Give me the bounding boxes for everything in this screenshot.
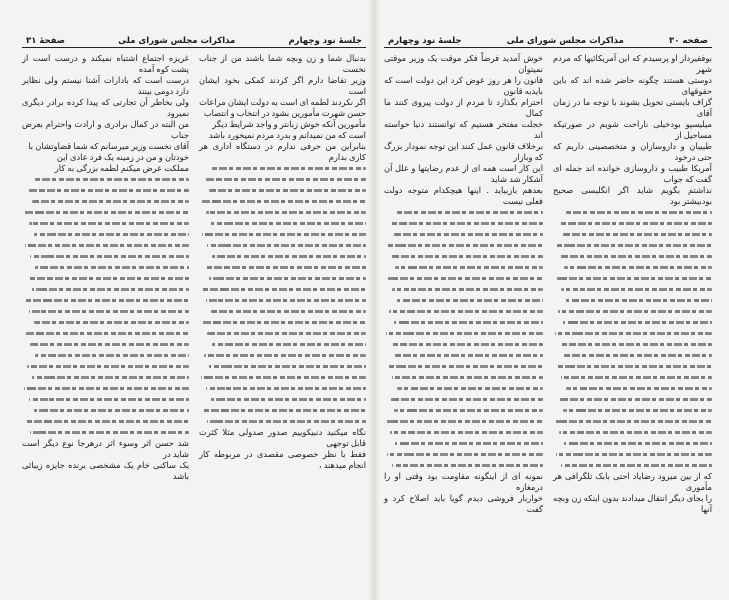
text-line: بوفقیرداز او پرسیدم که این آمریکائیها که مردم شهر <box>553 53 712 74</box>
text-column <box>22 53 189 482</box>
illegible-text-line <box>199 229 366 240</box>
text-column <box>199 53 366 482</box>
illegible-text-line <box>22 306 189 317</box>
illegible-text-line <box>199 339 366 350</box>
illegible-text-line <box>22 427 189 438</box>
illegible-text-line <box>553 284 712 295</box>
illegible-text-line <box>22 174 189 185</box>
illegible-text-line <box>553 361 712 372</box>
illegible-text-line <box>22 185 189 196</box>
illegible-text-line <box>384 306 543 317</box>
illegible-text-line <box>553 273 712 284</box>
text-line: میلیسپو بودخیلی ناراحت شویم در صورتیکه مساحیل از <box>553 119 712 140</box>
publication-title: مذاکرات مجلس شورای ملی <box>506 36 624 46</box>
illegible-text-line <box>553 240 712 251</box>
illegible-text-line <box>553 394 712 405</box>
text-line: که از بین میرود رضایاد احتی بابک تلگرافی هر مأموری <box>553 471 712 492</box>
illegible-text-line <box>199 295 366 306</box>
illegible-text-line <box>384 361 543 372</box>
illegible-text-line <box>384 229 543 240</box>
illegible-text-line <box>199 240 366 251</box>
illegible-text-line <box>384 218 543 229</box>
illegible-text-line <box>384 394 543 405</box>
illegible-text-line <box>22 240 189 251</box>
illegible-text-line <box>22 273 189 284</box>
illegible-text-line <box>553 383 712 394</box>
illegible-text-line <box>553 229 712 240</box>
illegible-text-line <box>22 394 189 405</box>
publication-title: مذاکرات مجلس شورای ملی <box>118 36 236 46</box>
text-line: است که من نمیدانم و بدرد مردم نمیخورد باشد <box>208 130 366 140</box>
illegible-text-line <box>553 405 712 416</box>
text-line: آمریکا طبیب و داروسازی خوانده اند جمله ای گفت که جواب <box>553 163 712 184</box>
text-line: نگاه میکنید دنبیکوییم صدور صدولی مثلا کثرت قابل توجهی <box>199 427 366 448</box>
illegible-text-line <box>22 229 189 240</box>
illegible-text-line <box>384 372 543 383</box>
text-line: غریزه اجتماع اشتباه نمیکند و درست است از پشت کوه آمده <box>22 53 189 74</box>
illegible-text-line <box>22 207 189 218</box>
illegible-text-line <box>199 306 366 317</box>
illegible-text-line <box>199 328 366 339</box>
page-number: صفحه ۳۰ <box>669 36 708 46</box>
illegible-text-line <box>22 405 189 416</box>
text-line: ولی بخاطر آن تجارتی که پیدا کرده برادر دیگری نمیرود <box>22 97 189 118</box>
illegible-text-line <box>384 449 543 460</box>
text-line: خواربار فروشی دیدم گویا باید اصلاح کرد و گفت <box>384 493 543 514</box>
page-number: صفحهٔ ۳۱ <box>26 36 65 46</box>
text-line: احترام بگذارد تا مردم از دولت پیروی کنند ما کمال <box>384 97 543 118</box>
illegible-text-line <box>199 174 366 185</box>
illegible-text-line <box>384 339 543 350</box>
illegible-text-line <box>384 416 543 427</box>
illegible-text-line <box>384 251 543 262</box>
illegible-text-line <box>553 317 712 328</box>
illegible-text-line <box>199 196 366 207</box>
illegible-text-line <box>553 218 712 229</box>
illegible-text-line <box>199 284 366 295</box>
illegible-text-line <box>199 405 366 416</box>
illegible-text-line <box>199 361 366 372</box>
illegible-text-line <box>384 460 543 471</box>
illegible-text-line <box>22 372 189 383</box>
text-line: شد حسن اثر وسوء اثر درهرجا نوع دیگر است شاید در <box>22 438 189 459</box>
text-line: این کار است همه ای از عدم رضایتها و علل آن آشکار شد شاید <box>384 163 543 184</box>
illegible-text-line <box>199 218 366 229</box>
illegible-text-line <box>553 372 712 383</box>
text-line: دوستی هستند چگونه حاضر شده اند که باین حقوقهای <box>553 75 712 96</box>
text-line: نمونه ای از اینگونه مقاومت بود وقتی او را درمغازه <box>384 471 543 492</box>
illegible-text-line <box>553 449 712 460</box>
illegible-text-line <box>384 284 543 295</box>
text-line: مأمورین آنکه خوش زبانتر و واجد شرایط دیگر <box>212 119 366 129</box>
illegible-text-line <box>384 273 543 284</box>
session-title: جلسهٔ نود وچهارم <box>288 36 362 46</box>
illegible-text-line <box>384 405 543 416</box>
page-header <box>384 34 712 48</box>
illegible-text-line <box>22 262 189 273</box>
illegible-text-line <box>199 251 366 262</box>
illegible-text-line <box>553 207 712 218</box>
text-column <box>384 53 543 515</box>
illegible-text-line <box>22 361 189 372</box>
illegible-text-line <box>199 163 366 174</box>
text-line: قانون را هر روز عوض کرد این دولت است که بایدبه قانون <box>384 75 543 96</box>
text-line: آقای نخست وزیر میرسانم که شما قضاوتشان با <box>28 141 189 151</box>
text-line: بعدهم بازبیاید . اینها هیچکدام متوجه دولت فعلی نیست <box>384 185 543 206</box>
text-line: یک ساکنی خام یک مشخصی برنده جایزه زیبائی باشد <box>22 460 189 481</box>
text-column <box>553 53 712 515</box>
illegible-text-line <box>553 251 712 262</box>
text-line: را بجای دیگر انتقال میدادند بدون اینکه زن وبچه آنها <box>553 493 712 514</box>
illegible-text-line <box>384 240 543 251</box>
illegible-text-line <box>199 317 366 328</box>
page-gutter <box>368 0 380 600</box>
illegible-text-line <box>384 438 543 449</box>
illegible-text-line <box>553 350 712 361</box>
text-line: بدنبال شما و زن وبچه شما باشند من از جناب نخست <box>199 53 366 74</box>
illegible-text-line <box>22 383 189 394</box>
page-31 <box>22 34 366 482</box>
illegible-text-line <box>199 262 366 273</box>
illegible-text-line <box>553 416 712 427</box>
illegible-text-line <box>22 339 189 350</box>
page-header <box>22 34 366 48</box>
illegible-text-line <box>199 185 366 196</box>
illegible-text-line <box>384 427 543 438</box>
text-line: خوش آمدید فرضاً فکر موقت یک وزیر موقتی نمیتوان <box>384 53 543 74</box>
text-line: بنابراین من حرفی ندارم در دستگاه اداری هر کاری بدارم <box>199 141 366 162</box>
text-line: طبیبان و داروسازان و متخصصینی داریم که حتی درخود <box>553 141 712 162</box>
illegible-text-line <box>553 262 712 273</box>
illegible-text-line <box>384 317 543 328</box>
text-line: اگر نکردند لطمه ای است به دولت ایشان مراعات <box>199 97 366 107</box>
illegible-text-line <box>22 196 189 207</box>
text-line: فقط با نظر خصوصی مقصدی در مربوطه کار انجام میدهند ، <box>199 449 366 470</box>
text-line: مملکت عرض میکنم لطمه بزرگی به کار <box>54 163 189 173</box>
illegible-text-line <box>553 427 712 438</box>
illegible-text-line <box>384 328 543 339</box>
illegible-text-line <box>553 339 712 350</box>
session-title: جلسهٔ نود وچهارم <box>388 36 462 46</box>
illegible-text-line <box>22 218 189 229</box>
illegible-text-line <box>384 262 543 273</box>
illegible-text-line <box>553 295 712 306</box>
illegible-text-line <box>199 383 366 394</box>
illegible-text-line <box>22 284 189 295</box>
illegible-text-line <box>553 306 712 317</box>
illegible-text-line <box>199 394 366 405</box>
illegible-text-line <box>199 372 366 383</box>
text-line: درست است که بادارات آشنا نیستم ولی نظایر دارد دومی بینند <box>22 75 189 96</box>
text-line: حسن شهرت مأمورین بشود در انتخاب و انتصاب <box>203 108 366 118</box>
text-line: وزیر تقاضا دارم اگر کردند کمکی بخود ایشان است <box>199 75 366 96</box>
illegible-text-line <box>199 416 366 427</box>
illegible-text-line <box>384 383 543 394</box>
illegible-text-line <box>384 295 543 306</box>
text-line: خودتان و من در زمینه یک فرد عادی این <box>56 152 189 162</box>
text-line: برخلاف قانون عمل کنند این توجه نمودار بزرگ که وبازار <box>384 141 543 162</box>
illegible-text-line <box>199 350 366 361</box>
illegible-text-line <box>22 317 189 328</box>
illegible-text-line <box>553 328 712 339</box>
illegible-text-line <box>22 251 189 262</box>
illegible-text-line <box>384 207 543 218</box>
text-line: نداشتم بگویم شاید اگر انگلیسی صحیح بودبیشتر بود <box>553 185 712 206</box>
text-line: گزاف بایستی تحویل بشوند با توجه ما در زمان آقای <box>553 97 712 118</box>
illegible-text-line <box>22 416 189 427</box>
illegible-text-line <box>22 328 189 339</box>
illegible-text-line <box>22 350 189 361</box>
illegible-text-line <box>199 207 366 218</box>
illegible-text-line <box>199 273 366 284</box>
page-30 <box>384 34 712 515</box>
illegible-text-line <box>553 438 712 449</box>
illegible-text-line <box>384 350 543 361</box>
text-line: من البته در کمال برادری و ارادت واحترام بعرض جناب <box>22 119 189 140</box>
text-line: خجلت مفتخر هستیم که توانستند دنیا خواسته اند <box>384 119 543 140</box>
illegible-text-line <box>553 460 712 471</box>
illegible-text-line <box>22 295 189 306</box>
